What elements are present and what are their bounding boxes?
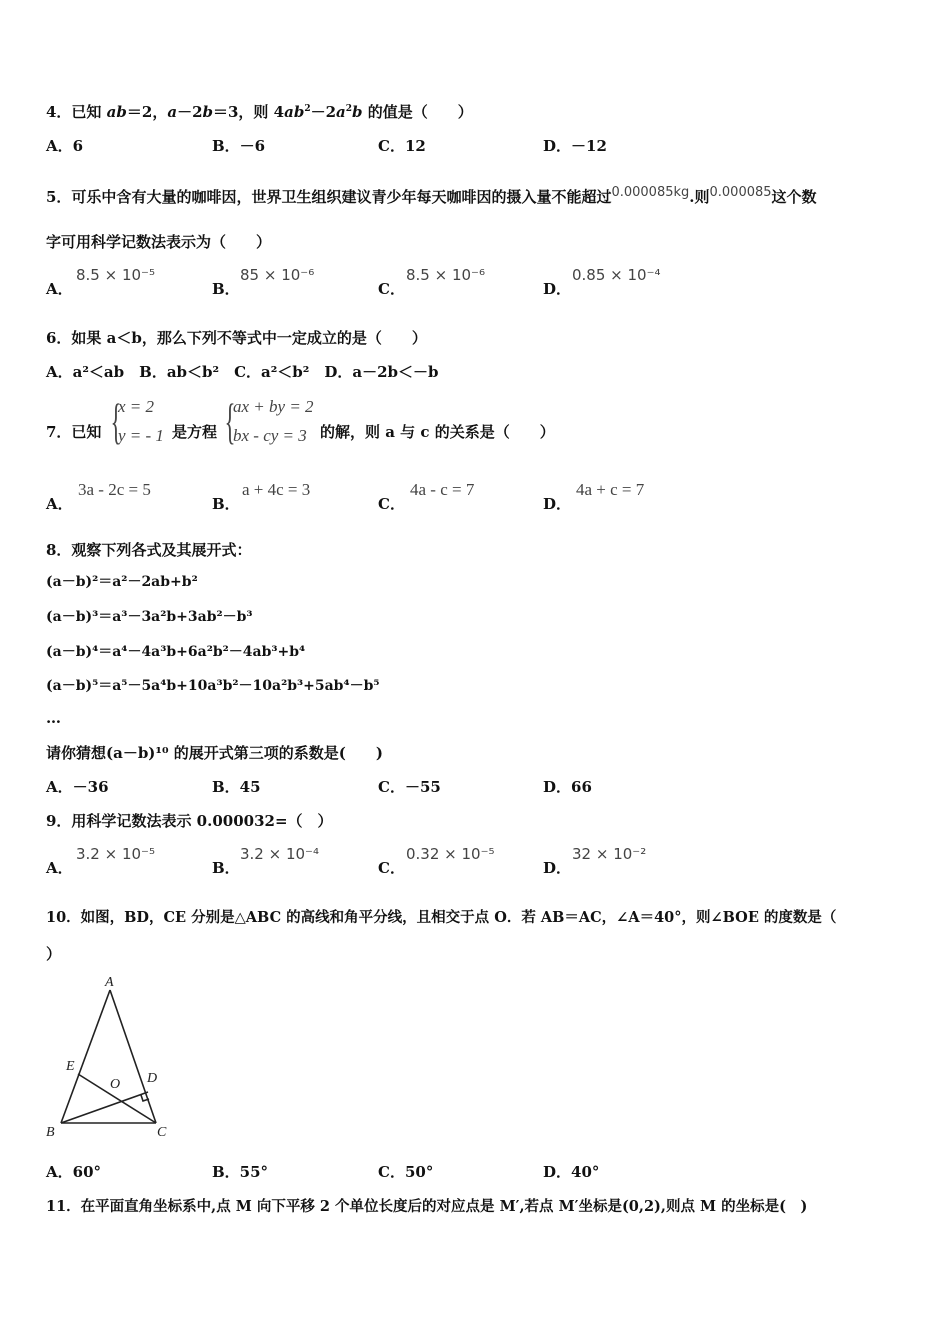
q8-line-4: (a－b)⁵＝a⁵－5a⁴b+10a³b²－10a²b³+5ab⁴－b⁵	[46, 678, 380, 694]
q8-question: 请你猜想(a－b)¹⁰ 的展开式第三项的系数是( )	[46, 744, 383, 762]
q8-title: 8．观察下列各式及其展开式：	[46, 541, 252, 559]
q4-option-d: D．－12	[543, 137, 607, 155]
q7-option-b-value: a + 4c = 3	[242, 480, 311, 499]
q5-option-a-value: 8.5 × 10⁻⁵	[76, 266, 155, 284]
segment-bd	[61, 1092, 148, 1123]
q8-option-b: B．45	[212, 778, 261, 796]
q10-option-c: C．50°	[378, 1163, 434, 1181]
q7-tail: 的解，则 a 与 c 的关系是（ ）	[320, 423, 555, 441]
q10-option-d: D．40°	[543, 1163, 600, 1181]
q7-brace-2: {	[224, 393, 236, 449]
q9-option-a-label: A．	[46, 859, 73, 877]
q10-option-a: A．60°	[46, 1163, 102, 1181]
q5-stem-line2: 字可用科学记数法表示为（ ）	[46, 233, 272, 251]
q7-option-d-label: D．	[543, 495, 572, 513]
q7-middle: 是方程	[172, 423, 218, 441]
q6-options: A．a²＜ab B．ab＜b² C．a²＜b² D．a－2b＜－b	[46, 363, 439, 381]
q9-option-c-label: C．	[378, 859, 405, 877]
q8-line-2: (a－b)³＝a³－3a²b+3ab²－b³	[46, 609, 253, 625]
label-b: B	[46, 1125, 55, 1140]
q5-option-b-label: B．	[212, 280, 240, 298]
q7-system1-line1: x = 2	[118, 397, 155, 416]
segment-ab	[61, 990, 110, 1123]
q7-option-b-label: B．	[212, 495, 240, 513]
q9-option-c-value: 0.32 × 10⁻⁵	[406, 845, 495, 863]
q7-option-c-label: C．	[378, 495, 405, 513]
q7-prefix: 7．已知	[46, 423, 102, 441]
q9-option-a-value: 3.2 × 10⁻⁵	[76, 845, 155, 863]
q7-option-d-value: 4a + c = 7	[576, 480, 645, 499]
label-a: A	[105, 975, 114, 990]
q10-stem-line1: 10．如图，BD，CE 分别是△ABC 的高线和角平分线，且相交于点 O．若 AB＝AC，∠A＝40°，则∠BOE 的度数是（	[46, 909, 837, 926]
q9-option-d-value: 32 × 10⁻²	[572, 845, 647, 863]
q8-line-3: (a－b)⁴＝a⁴－4a³b+6a²b²－4ab³+b⁴	[46, 644, 306, 660]
q5-option-d-label: D．	[543, 280, 572, 298]
q7-option-c-value: 4a - c = 7	[410, 480, 475, 499]
q4-option-c: C．12	[378, 137, 426, 155]
q8-option-d: D．66	[543, 778, 592, 796]
q5-option-b-value: 85 × 10⁻⁶	[240, 266, 315, 284]
label-d: D	[147, 1071, 158, 1086]
q8-ellipsis: …	[46, 709, 61, 727]
label-c: C	[157, 1125, 167, 1140]
q7-system2-line1: ax + by = 2	[233, 397, 314, 416]
q8-option-c: C．－55	[378, 778, 441, 796]
q10-option-b: B．55°	[212, 1163, 269, 1181]
q7-system1-line2: y = - 1	[118, 426, 164, 445]
label-o: O	[110, 1077, 121, 1092]
q5-option-c-label: C．	[378, 280, 405, 298]
q8-line-1: (a－b)²＝a²－2ab+b²	[46, 574, 198, 590]
q11-stem: 11．在平面直角坐标系中,点 M 向下平移 2 个单位长度后的对应点是 M′,若点 M′坐标是(0,2),则点 M 的坐标是( )	[46, 1198, 808, 1215]
q4-option-a: A．6	[46, 137, 84, 155]
q9-stem: 9．用科学记数法表示 0.000032=（ ）	[46, 812, 333, 830]
q5-option-a-label: A．	[46, 280, 73, 298]
q8-option-a: A．－36	[46, 778, 109, 796]
q7-option-a-label: A．	[46, 495, 73, 513]
label-e: E	[66, 1059, 75, 1074]
q6-stem: 6．如果 a＜b，那么下列不等式中一定成立的是（ ）	[46, 329, 427, 347]
q5-option-d-value: 0.85 × 10⁻⁴	[572, 266, 661, 284]
q10-stem-line2: ）	[46, 945, 62, 963]
q4-stem: 4．已知 ab＝2，a－2b＝3，则 $4ab^2-2a^2b$ 的值是（ ）	[46, 103, 473, 121]
q10-triangle-figure	[40, 970, 180, 1145]
q5-stem-line1: 5．可乐中含有大量的咖啡因，世界卫生组织建议青少年每天咖啡因的摄入量不能超过0.000085kg.则0.000085这个数	[46, 185, 817, 206]
q5-option-c-value: 8.5 × 10⁻⁶	[406, 266, 485, 284]
q7-system2-line2: bx - cy = 3	[233, 426, 307, 445]
q7-option-a-value: 3a - 2c = 5	[78, 480, 151, 499]
q4-option-b: B．－6	[212, 137, 266, 155]
q7-brace-1: {	[110, 393, 122, 449]
q9-option-b-label: B．	[212, 859, 240, 877]
q9-option-d-label: D．	[543, 859, 572, 877]
q9-option-b-value: 3.2 × 10⁻⁴	[240, 845, 319, 863]
